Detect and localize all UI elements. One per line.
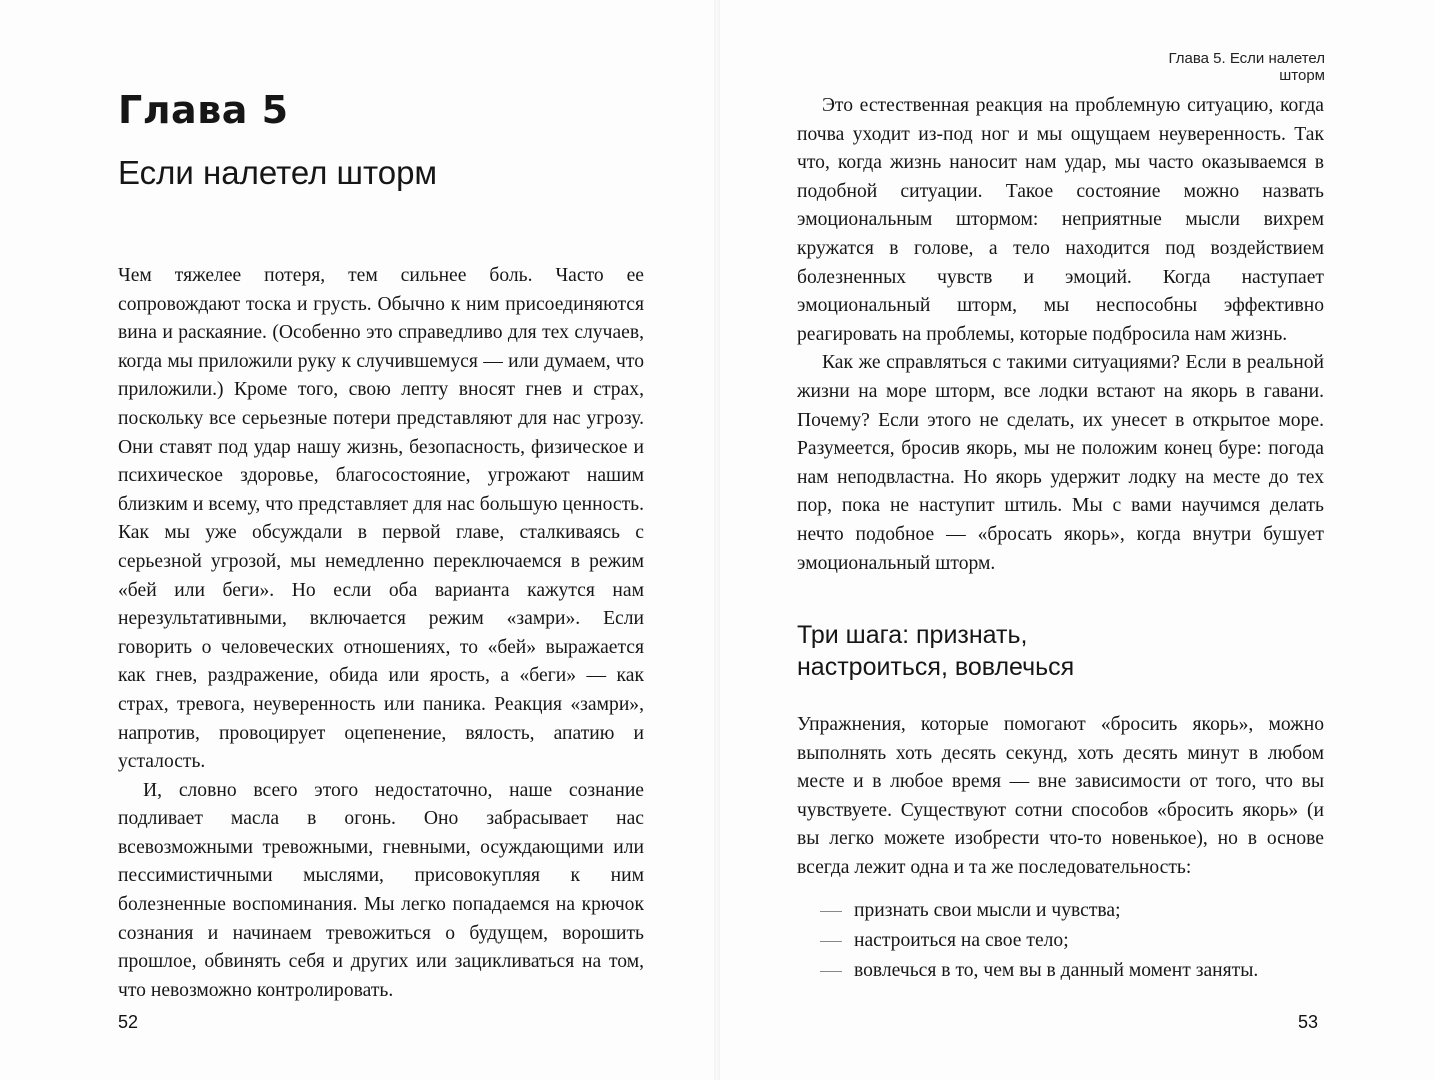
running-head: Глава 5. Если налетел шторм [1168, 50, 1325, 84]
chapter-number: Глава 5 [118, 88, 289, 132]
paragraph: Упражнения, которые помогают «бросить якорь», можно выполнять хоть десять секунд, хоть десять минут в любом месте и в любое время — вне зависимости от того, что вы чувствуете. Существуют сотни способов «бросить якорь» (и вы легко можете изобрести что-то новенькое), но в основе всегда лежит одна и та же последовательность: [797, 714, 1324, 878]
page-number-right: 53 [1298, 1012, 1319, 1032]
chapter-title: Если налетел шторм [118, 154, 438, 191]
list-item-text: признать свои мысли и чувства; [854, 900, 1121, 921]
paragraph: Это естественная реакция на проблемную ситуацию, когда почва уходит из-под ног и мы ощущаем неуверенность. Так что, когда жизнь наносит нам удар, мы часто оказываемся в подобной ситуации. Такое состояние можно назвать эмоциональным штормом: неприятные мысли вихрем кружатся в голове, а тело находится под воздействием болезненных чувств и эмоций. Когда наступает эмоциональный шторм, мы неспособны эффективно реагировать на проблемы, которые подбросила нам жизнь. [797, 95, 1324, 345]
paragraph: Как же справляться с такими ситуациями? Если в реальной жизни на море шторм, все лодки встают на якорь в гавани. Почему? Если этого не сделать, их унесет в открытое море. Разумеется, бросив якорь, мы не положим конец буре: погода нам неподвластна. Но якорь удержит лодку на месте до тех пор, пока не наступит штиль. Мы с вами научимся делать нечто подобное — «бросать якорь», когда внутри бушует эмоциональный шторм. [797, 352, 1324, 574]
section-heading [797, 619, 1317, 683]
page-number-left: 52 [118, 1012, 139, 1032]
dash-bullet-icon [820, 941, 842, 942]
list-item [820, 896, 1258, 926]
list-item-text: настроиться на свое тело; [854, 930, 1069, 951]
right-body-text [797, 92, 1324, 578]
list-item [820, 956, 1258, 986]
right-page [720, 0, 1434, 1080]
list-item [820, 926, 1258, 956]
left-body-text [118, 262, 644, 1005]
steps-list [820, 896, 1258, 986]
intro-paragraph-block [797, 711, 1324, 883]
paragraph: И, словно всего этого недостаточно, наше сознание подливает масла в огонь. Оно забрасывает нас всевозможными тревожными, гневными, осуждающими или пессимистичными мыслями, присовокупляя к ним болезненные воспоминания. Мы легко попадаемся на крючок сознания и начинаем тревожиться о будущем, ворошить прошлое, обвинять себя и других или зацикливаться на том, что невозможно контролировать. [118, 779, 644, 1001]
list-item-text: вовлечься в то, чем вы в данный момент заняты. [854, 960, 1259, 981]
section-heading-line-1: Три шага: признать, [797, 621, 1028, 649]
section-heading-line-2: настроиться, вовлечься [797, 653, 1075, 681]
dash-bullet-icon [820, 911, 842, 912]
dash-bullet-icon [820, 971, 842, 972]
left-page [0, 0, 714, 1080]
paragraph: Чем тяжелее потеря, тем сильнее боль. Часто ее сопровождают тоска и грусть. Обычно к ним присоединяются вина и раскаяние. (Особенно это справедливо для тех случаев, когда мы приложили руку к случившемуся — или думаем, что приложили.) Кроме того, свою лепту вносят гнев и страх, поскольку все серьезные потери представляют для нас угрозу. Они ставят под удар нашу жизнь, безопасность, физическое и психическое здоровье, благосостояние, угрожают нашим близким и всему, что представляет для нас большую ценность. Как мы уже обсуждали в первой главе, сталкиваясь с серьезной угрозой, мы немедленно переключаемся в режим «бей или беги». Но если оба варианта кажутся нам нерезультативными, включается режим «замри». Если говорить о человеческих отношениях, то «бей» выражается как гнев, раздражение, обида или ярость, а «беги» — как страх, тревога, неуверенность или паника. Реакция «замри», напротив, провоцирует оцепенение, вялость, апатию и усталость. [118, 265, 644, 773]
